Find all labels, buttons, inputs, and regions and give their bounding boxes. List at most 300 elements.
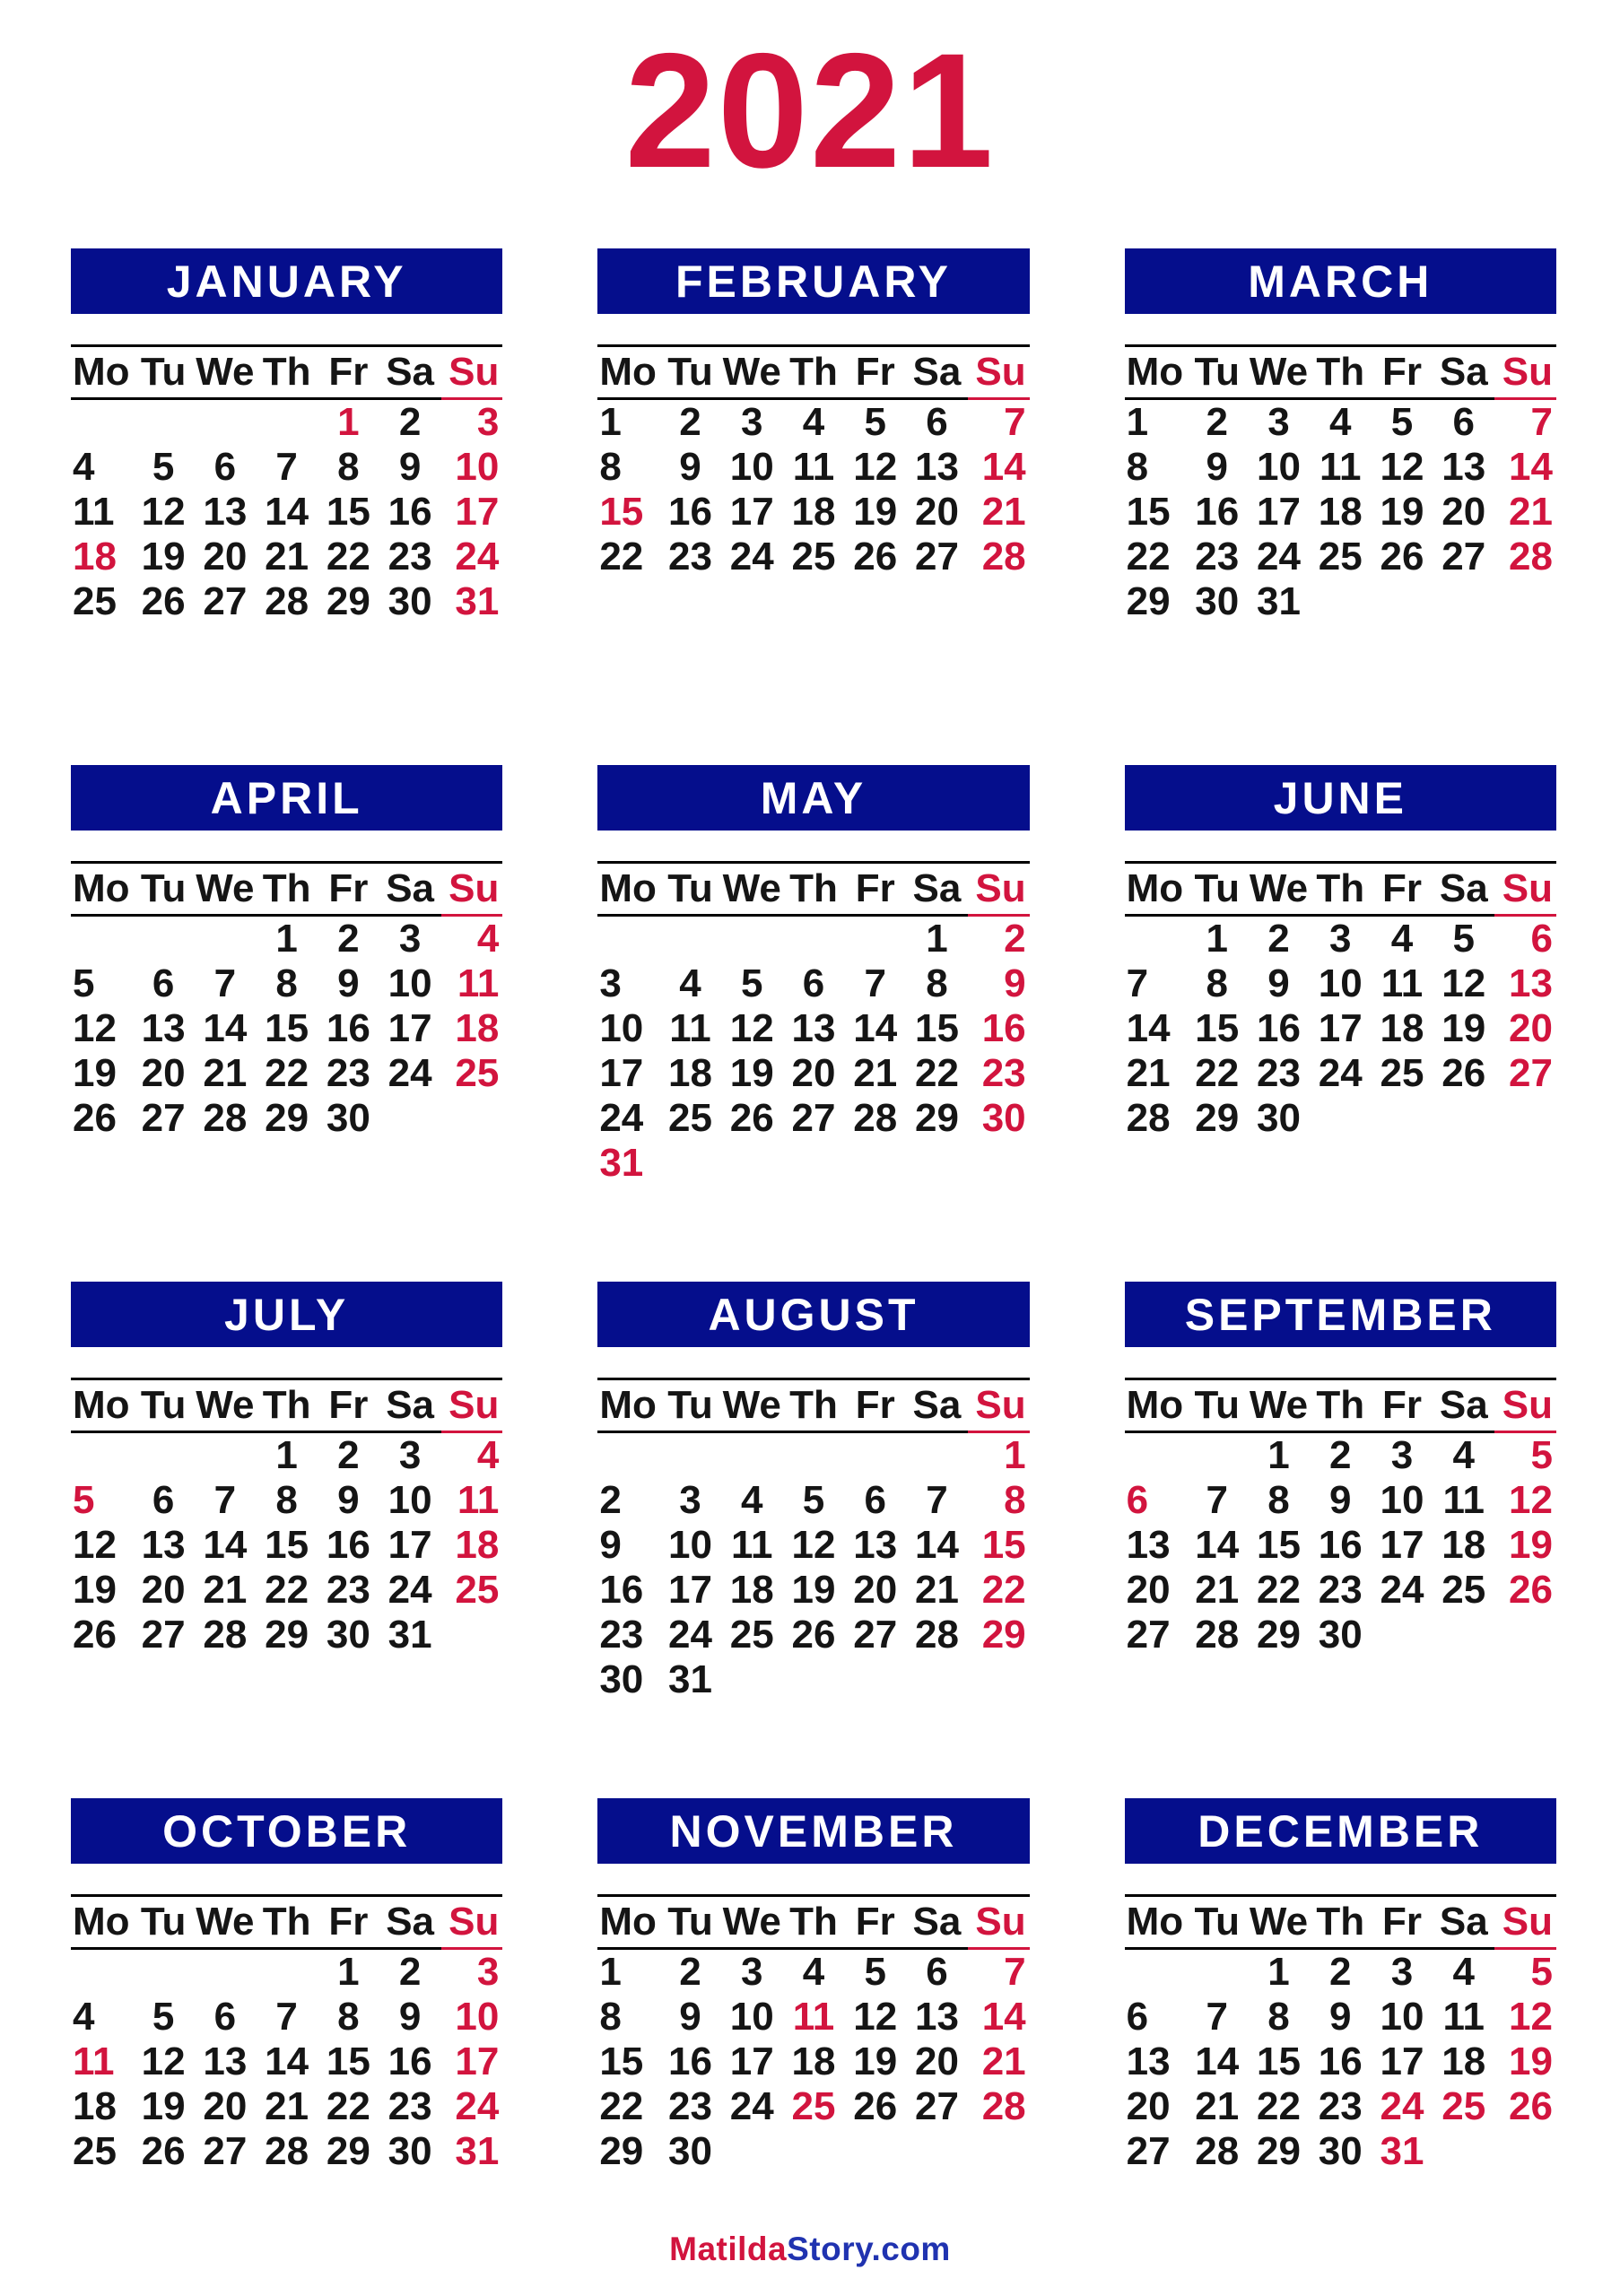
empty-cell [1125, 1432, 1187, 1479]
date-cell: 31 [388, 1613, 432, 1657]
date-cell: 21 [203, 1568, 248, 1613]
date-cell: 23 [1257, 1051, 1301, 1096]
date-cell: 2 [1206, 400, 1229, 445]
empty-cell [1433, 579, 1494, 624]
date-cell: 16 [599, 1568, 644, 1613]
empty-cell [1433, 2129, 1494, 2174]
date-cell: 12 [141, 2039, 186, 2084]
week-row [71, 2129, 502, 2174]
date-cell: 22 [265, 1568, 309, 1613]
day-header-we: We [195, 346, 257, 399]
date-cell: 9 [398, 1995, 422, 2039]
date-cell: 27 [853, 1613, 898, 1657]
date-cell: 27 [1509, 1051, 1553, 1096]
date-cell: 3 [1267, 400, 1290, 445]
date-cell: 2 [398, 1950, 422, 1995]
date-cell: 20 [1126, 2084, 1171, 2129]
empty-cell [1125, 1949, 1187, 1996]
date-cell: 6 [926, 1950, 948, 1995]
date-cell: 1 [599, 1950, 622, 1995]
date-cell: 20 [141, 1568, 186, 1613]
day-header-tu: Tu [133, 1896, 195, 1949]
empty-cell [71, 1949, 133, 1996]
date-cell: 22 [981, 1568, 1026, 1613]
week-row [597, 1006, 1029, 1051]
date-cell: 30 [981, 1096, 1026, 1141]
day-header-sa: Sa [379, 1379, 441, 1432]
date-cell: 23 [981, 1051, 1026, 1096]
empty-cell [659, 1141, 721, 1186]
week-row [71, 535, 502, 579]
year-title: 2021 [624, 19, 996, 202]
date-cell: 7 [275, 1995, 298, 2039]
month-title: FEBRUARY [597, 248, 1029, 314]
date-cell: 22 [1257, 2084, 1301, 2129]
date-cell: 21 [1195, 1568, 1240, 1613]
week-row [597, 1141, 1029, 1186]
date-cell: 25 [73, 2129, 117, 2174]
date-cell: 23 [667, 2084, 712, 2129]
date-cell: 13 [853, 1523, 898, 1568]
date-cell: 8 [1126, 445, 1149, 490]
date-cell: 28 [203, 1613, 248, 1657]
date-cell: 28 [203, 1096, 248, 1141]
day-header-fr: Fr [844, 346, 906, 399]
empty-cell [195, 1432, 257, 1479]
date-cell: 27 [791, 1096, 836, 1141]
date-cell: 11 [457, 1478, 500, 1523]
day-header-mo: Mo [1125, 1896, 1187, 1949]
empty-cell [597, 916, 659, 962]
date-cell: 24 [729, 535, 774, 579]
empty-cell [968, 1141, 1030, 1186]
day-header-we: We [195, 863, 257, 916]
date-cell: 10 [729, 445, 774, 490]
week-row [71, 1478, 502, 1523]
date-cell: 30 [1257, 1096, 1301, 1141]
date-cell: 14 [203, 1523, 248, 1568]
date-cell: 20 [203, 2084, 248, 2129]
month-table [71, 1378, 502, 1657]
day-header-tu: Tu [659, 1896, 721, 1949]
month-title: JULY [71, 1282, 502, 1347]
date-cell: 15 [326, 490, 370, 535]
empty-cell [133, 1432, 195, 1479]
date-cell: 21 [981, 490, 1026, 535]
date-cell: 4 [802, 400, 825, 445]
date-cell: 23 [1318, 2084, 1363, 2129]
month-july [71, 1282, 502, 1705]
day-header-tu: Tu [659, 1379, 721, 1432]
date-cell: 15 [599, 490, 644, 535]
date-cell: 10 [1318, 961, 1363, 1006]
week-row [1125, 579, 1556, 624]
date-cell: 8 [926, 961, 948, 1006]
day-header-sa: Sa [906, 346, 968, 399]
date-cell: 22 [914, 1051, 959, 1096]
date-cell: 18 [455, 1006, 500, 1051]
date-cell: 2 [679, 400, 701, 445]
day-header-tu: Tu [659, 863, 721, 916]
week-row [597, 1613, 1029, 1657]
date-cell: 11 [792, 445, 835, 490]
month-table [1125, 861, 1556, 1141]
date-cell: 19 [73, 1568, 117, 1613]
week-row [597, 535, 1029, 579]
date-cell: 19 [1509, 2039, 1553, 2084]
date-cell: 28 [1509, 535, 1553, 579]
date-cell: 8 [599, 1995, 622, 2039]
date-cell: 13 [141, 1006, 186, 1051]
date-cell: 19 [141, 2084, 186, 2129]
week-row [1125, 1613, 1556, 1657]
empty-cell [195, 399, 257, 446]
date-cell: 8 [1004, 1478, 1026, 1523]
date-cell: 11 [1442, 1478, 1485, 1523]
date-cell: 1 [1267, 1950, 1290, 1995]
date-cell: 19 [1380, 490, 1424, 535]
date-cell: 20 [203, 535, 248, 579]
month-title: AUGUST [597, 1282, 1029, 1347]
day-header-mo: Mo [597, 1896, 659, 1949]
date-cell: 26 [1380, 535, 1424, 579]
date-cell: 23 [388, 2084, 432, 2129]
empty-cell [195, 916, 257, 962]
date-cell: 26 [1509, 1568, 1553, 1613]
empty-cell [256, 399, 318, 446]
month-table [71, 861, 502, 1141]
date-cell: 4 [1390, 917, 1414, 961]
date-cell: 10 [729, 1995, 774, 2039]
date-cell: 22 [326, 535, 370, 579]
date-cell: 17 [455, 2039, 500, 2084]
date-cell: 21 [203, 1051, 248, 1096]
date-cell: 5 [1452, 917, 1476, 961]
weekday-header-row [597, 863, 1029, 916]
date-cell: 10 [455, 445, 500, 490]
date-cell: 15 [1257, 2039, 1301, 2084]
day-header-sa: Sa [379, 863, 441, 916]
date-cell: 14 [981, 445, 1026, 490]
date-cell: 5 [740, 961, 763, 1006]
date-cell: 19 [853, 490, 898, 535]
month-table [597, 861, 1029, 1186]
empty-cell [256, 1949, 318, 1996]
week-row [1125, 1006, 1556, 1051]
date-cell: 11 [669, 1006, 711, 1051]
day-header-tu: Tu [133, 1379, 195, 1432]
date-cell: 28 [265, 2129, 309, 2174]
date-cell: 26 [73, 1096, 117, 1141]
date-cell: 10 [667, 1523, 712, 1568]
empty-cell [968, 1657, 1030, 1702]
weekday-header-row [597, 1896, 1029, 1949]
week-row [597, 445, 1029, 490]
date-cell: 9 [337, 1478, 360, 1523]
date-cell: 4 [476, 1433, 500, 1478]
date-cell: 20 [1509, 1006, 1553, 1051]
day-header-th: Th [783, 346, 845, 399]
date-cell: 25 [73, 579, 117, 624]
date-cell: 18 [73, 535, 117, 579]
date-cell: 9 [1329, 1478, 1352, 1523]
date-cell: 15 [599, 2039, 644, 2084]
month-title: MAY [597, 765, 1029, 831]
date-cell: 20 [914, 490, 959, 535]
day-header-tu: Tu [133, 863, 195, 916]
date-cell: 27 [1441, 535, 1486, 579]
empty-cell [721, 2129, 783, 2174]
empty-cell [659, 916, 721, 962]
day-header-fr: Fr [1372, 1379, 1433, 1432]
date-cell: 17 [388, 1523, 432, 1568]
date-cell: 24 [667, 1613, 712, 1657]
day-header-su: Su [1494, 1896, 1556, 1949]
week-row [71, 1051, 502, 1096]
date-cell: 22 [599, 2084, 644, 2129]
day-header-th: Th [1310, 1379, 1372, 1432]
date-cell: 7 [864, 961, 886, 1006]
date-cell: 25 [1380, 1051, 1424, 1096]
date-cell: 9 [398, 445, 422, 490]
day-header-su: Su [968, 1896, 1030, 1949]
date-cell: 26 [73, 1613, 117, 1657]
date-cell: 6 [152, 961, 175, 1006]
date-cell: 20 [141, 1051, 186, 1096]
date-cell: 18 [791, 490, 836, 535]
date-cell: 28 [1126, 1096, 1171, 1141]
date-cell: 23 [1318, 1568, 1363, 1613]
date-cell: 19 [853, 2039, 898, 2084]
date-cell: 30 [667, 2129, 712, 2174]
empty-cell [379, 1096, 441, 1141]
date-cell: 24 [1257, 535, 1301, 579]
date-cell: 2 [337, 1433, 360, 1478]
date-cell: 6 [802, 961, 825, 1006]
date-cell: 21 [981, 2039, 1026, 2084]
date-cell: 31 [599, 1141, 644, 1186]
date-cell: 1 [1126, 400, 1149, 445]
empty-cell [844, 2129, 906, 2174]
date-cell: 15 [914, 1006, 959, 1051]
day-header-mo: Mo [71, 346, 133, 399]
day-header-su: Su [1494, 346, 1556, 399]
date-cell: 17 [1380, 1523, 1424, 1568]
date-cell: 29 [1195, 1096, 1240, 1141]
week-row [597, 1051, 1029, 1096]
date-cell: 20 [1441, 490, 1486, 535]
date-cell: 4 [740, 1478, 763, 1523]
date-cell: 8 [275, 1478, 298, 1523]
date-cell: 7 [213, 1478, 237, 1523]
date-cell: 23 [388, 535, 432, 579]
day-header-su: Su [968, 1379, 1030, 1432]
week-row [71, 2039, 502, 2084]
date-cell: 12 [791, 1523, 836, 1568]
date-cell: 16 [1318, 2039, 1363, 2084]
week-row [597, 2039, 1029, 2084]
day-header-mo: Mo [71, 863, 133, 916]
date-cell: 9 [1004, 961, 1026, 1006]
date-cell: 14 [981, 1995, 1026, 2039]
date-cell: 25 [791, 2084, 836, 2129]
empty-cell [1125, 916, 1187, 962]
empty-cell [721, 916, 783, 962]
empty-cell [1433, 1096, 1494, 1141]
date-cell: 6 [1452, 400, 1476, 445]
date-cell: 18 [667, 1051, 712, 1096]
date-cell: 11 [73, 2039, 115, 2084]
day-header-fr: Fr [844, 1379, 906, 1432]
week-row [597, 1949, 1029, 1996]
date-cell: 29 [914, 1096, 959, 1141]
day-header-we: We [1248, 1896, 1310, 1949]
date-cell: 4 [1452, 1950, 1476, 1995]
week-row [1125, 490, 1556, 535]
empty-cell [441, 1096, 503, 1141]
date-cell: 14 [853, 1006, 898, 1051]
date-cell: 5 [802, 1478, 825, 1523]
empty-cell [1186, 1432, 1248, 1479]
date-cell: 11 [1320, 445, 1362, 490]
date-cell: 26 [141, 2129, 186, 2174]
date-cell: 9 [1267, 961, 1290, 1006]
empty-cell [1433, 1613, 1494, 1657]
empty-cell [1494, 2129, 1556, 2174]
week-row [597, 1478, 1029, 1523]
day-header-th: Th [783, 863, 845, 916]
date-cell: 26 [1509, 2084, 1553, 2129]
date-cell: 31 [1380, 2129, 1424, 2174]
date-cell: 29 [981, 1613, 1026, 1657]
date-cell: 1 [337, 1950, 360, 1995]
date-cell: 5 [864, 1950, 886, 1995]
empty-cell [844, 1657, 906, 1702]
date-cell: 16 [326, 1523, 370, 1568]
date-cell: 3 [740, 1950, 763, 1995]
date-cell: 17 [1318, 1006, 1363, 1051]
date-cell: 29 [326, 579, 370, 624]
date-cell: 5 [864, 400, 886, 445]
date-cell: 30 [1318, 2129, 1363, 2174]
months-grid [71, 248, 1556, 2222]
day-header-fr: Fr [844, 1896, 906, 1949]
empty-cell [844, 916, 906, 962]
date-cell: 16 [667, 490, 712, 535]
day-header-fr: Fr [318, 346, 379, 399]
day-header-tu: Tu [1186, 346, 1248, 399]
date-cell: 4 [73, 445, 95, 490]
week-row [71, 1995, 502, 2039]
weekday-header-row [1125, 1379, 1556, 1432]
date-cell: 11 [1380, 961, 1424, 1006]
date-cell: 13 [203, 490, 248, 535]
date-cell: 25 [455, 1568, 500, 1613]
date-cell: 28 [265, 579, 309, 624]
date-cell: 30 [599, 1657, 644, 1702]
empty-cell [441, 1613, 503, 1657]
empty-cell [133, 1949, 195, 1996]
date-cell: 4 [1452, 1433, 1476, 1478]
date-cell: 14 [1195, 1523, 1240, 1568]
date-cell: 11 [792, 1995, 835, 2039]
week-row [597, 1995, 1029, 2039]
day-header-su: Su [441, 863, 503, 916]
date-cell: 10 [388, 1478, 432, 1523]
date-cell: 14 [1195, 2039, 1240, 2084]
week-row [597, 1657, 1029, 1702]
day-header-we: We [721, 346, 783, 399]
date-cell: 3 [476, 400, 500, 445]
date-cell: 27 [203, 579, 248, 624]
date-cell: 14 [1126, 1006, 1171, 1051]
date-cell: 14 [203, 1006, 248, 1051]
day-header-su: Su [968, 863, 1030, 916]
date-cell: 2 [679, 1950, 701, 1995]
date-cell: 23 [599, 1613, 644, 1657]
month-october [71, 1798, 502, 2222]
date-cell: 17 [388, 1006, 432, 1051]
empty-cell [1310, 1096, 1372, 1141]
month-may [597, 765, 1029, 1188]
date-cell: 1 [275, 917, 298, 961]
day-header-su: Su [441, 1379, 503, 1432]
date-cell: 4 [476, 917, 500, 961]
date-cell: 16 [388, 2039, 432, 2084]
day-header-th: Th [783, 1379, 845, 1432]
date-cell: 3 [1329, 917, 1352, 961]
week-row [1125, 2039, 1556, 2084]
date-cell: 8 [599, 445, 622, 490]
date-cell: 19 [141, 535, 186, 579]
date-cell: 1 [1267, 1433, 1290, 1478]
day-header-th: Th [256, 863, 318, 916]
month-april [71, 765, 502, 1188]
week-row [597, 2084, 1029, 2129]
day-header-fr: Fr [318, 863, 379, 916]
date-cell: 28 [1195, 1613, 1240, 1657]
date-cell: 25 [667, 1096, 712, 1141]
month-title: DECEMBER [1125, 1798, 1556, 1864]
week-row [597, 1523, 1029, 1568]
date-cell: 1 [275, 1433, 298, 1478]
date-cell: 25 [791, 535, 836, 579]
date-cell: 26 [141, 579, 186, 624]
date-cell: 25 [1318, 535, 1363, 579]
footer-brand-red: Matilda [669, 2231, 788, 2268]
day-header-we: We [721, 1896, 783, 1949]
month-title: OCTOBER [71, 1798, 502, 1864]
date-cell: 14 [265, 2039, 309, 2084]
week-row [71, 2084, 502, 2129]
date-cell: 13 [914, 1995, 959, 2039]
date-cell: 7 [1206, 1478, 1229, 1523]
day-header-th: Th [1310, 346, 1372, 399]
empty-cell [783, 1432, 845, 1479]
date-cell: 20 [853, 1568, 898, 1613]
day-header-mo: Mo [1125, 346, 1187, 399]
day-header-tu: Tu [133, 346, 195, 399]
week-row [71, 579, 502, 624]
date-cell: 15 [265, 1523, 309, 1568]
date-cell: 9 [679, 1995, 701, 2039]
day-header-th: Th [256, 1379, 318, 1432]
week-row [71, 399, 502, 446]
date-cell: 18 [455, 1523, 500, 1568]
day-header-we: We [1248, 1379, 1310, 1432]
date-cell: 13 [914, 445, 959, 490]
date-cell: 7 [1530, 400, 1553, 445]
